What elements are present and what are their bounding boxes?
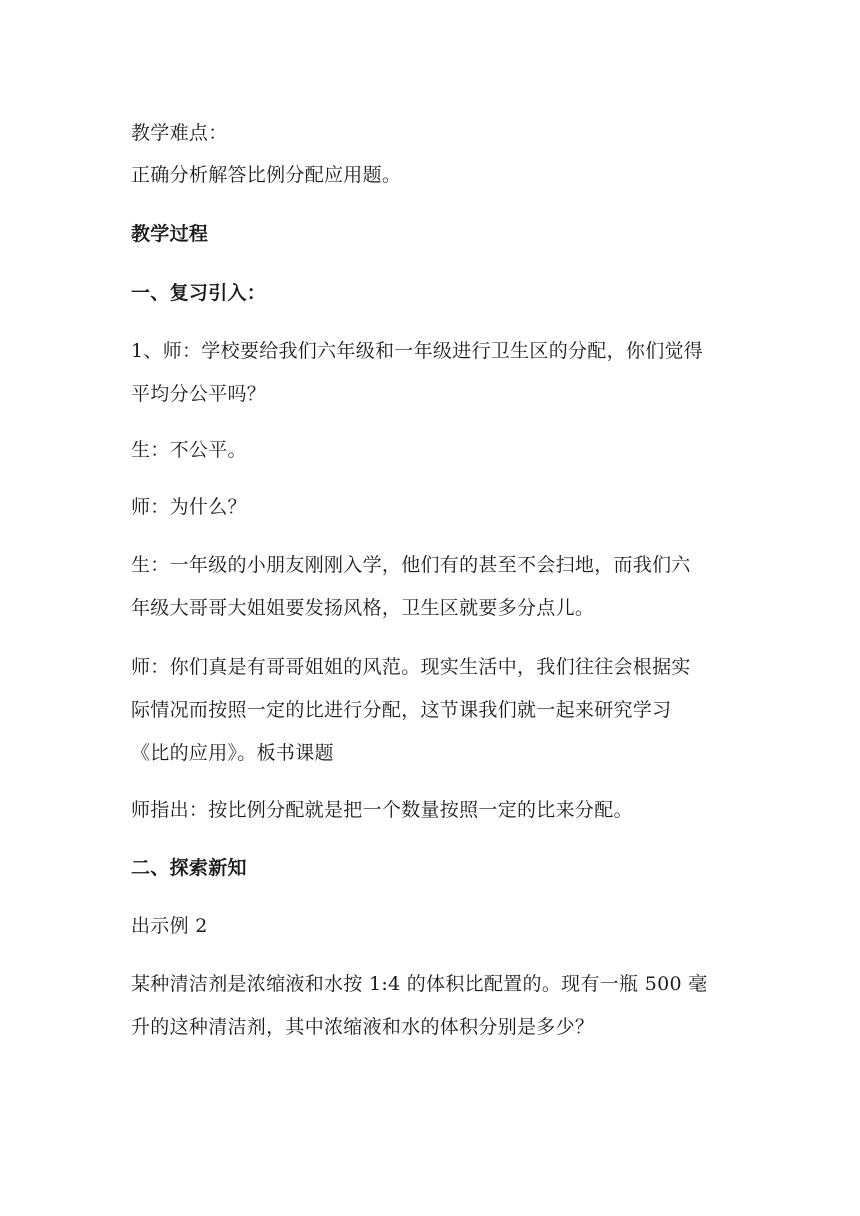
- paragraph-6: 师指出：按比例分配就是把一个数量按照一定的比来分配。: [131, 799, 633, 821]
- paragraph-5-line-2: 际情况而按照一定的比进行分配，这节课我们就一起来研究学习: [131, 699, 672, 721]
- paragraph-5-line-1: 师：你们真是有哥哥姐姐的风范。现实生活中，我们往往会根据实: [131, 656, 691, 678]
- example-line-1: 某种清洁剂是浓缩液和水按 1:4 的体积比配置的。现有一瓶 500 毫: [131, 973, 708, 995]
- section2-heading: 二、探索新知: [131, 857, 247, 879]
- process-heading: 教学过程: [131, 223, 209, 245]
- paragraph-3: 师：为什么？: [131, 496, 247, 518]
- paragraph-4-line-2: 年级大哥哥大姐姐要发扬风格，卫生区就要多分点儿。: [131, 597, 595, 619]
- paragraph-1-line-1: 1、师：学校要给我们六年级和一年级进行卫生区的分配，你们觉得: [131, 340, 704, 362]
- paragraph-1-line-2: 平均分公平吗？: [131, 383, 267, 405]
- paragraph-5-line-3: 《比的应用》。板书课题: [131, 742, 334, 764]
- example-label: 出示例 2: [131, 915, 208, 937]
- paragraph-2: 生：不公平。: [131, 439, 247, 461]
- paragraph-4-line-1: 生：一年级的小朋友刚刚入学，他们有的甚至不会扫地，而我们六: [131, 554, 691, 576]
- section1-heading: 一、复习引入：: [131, 282, 267, 304]
- difficulty-text: 正确分析解答比例分配应用题。: [131, 164, 402, 186]
- difficulty-heading: 教学难点：: [131, 122, 228, 144]
- example-line-2: 升的这种清洁剂，其中浓缩液和水的体积分别是多少？: [131, 1016, 595, 1038]
